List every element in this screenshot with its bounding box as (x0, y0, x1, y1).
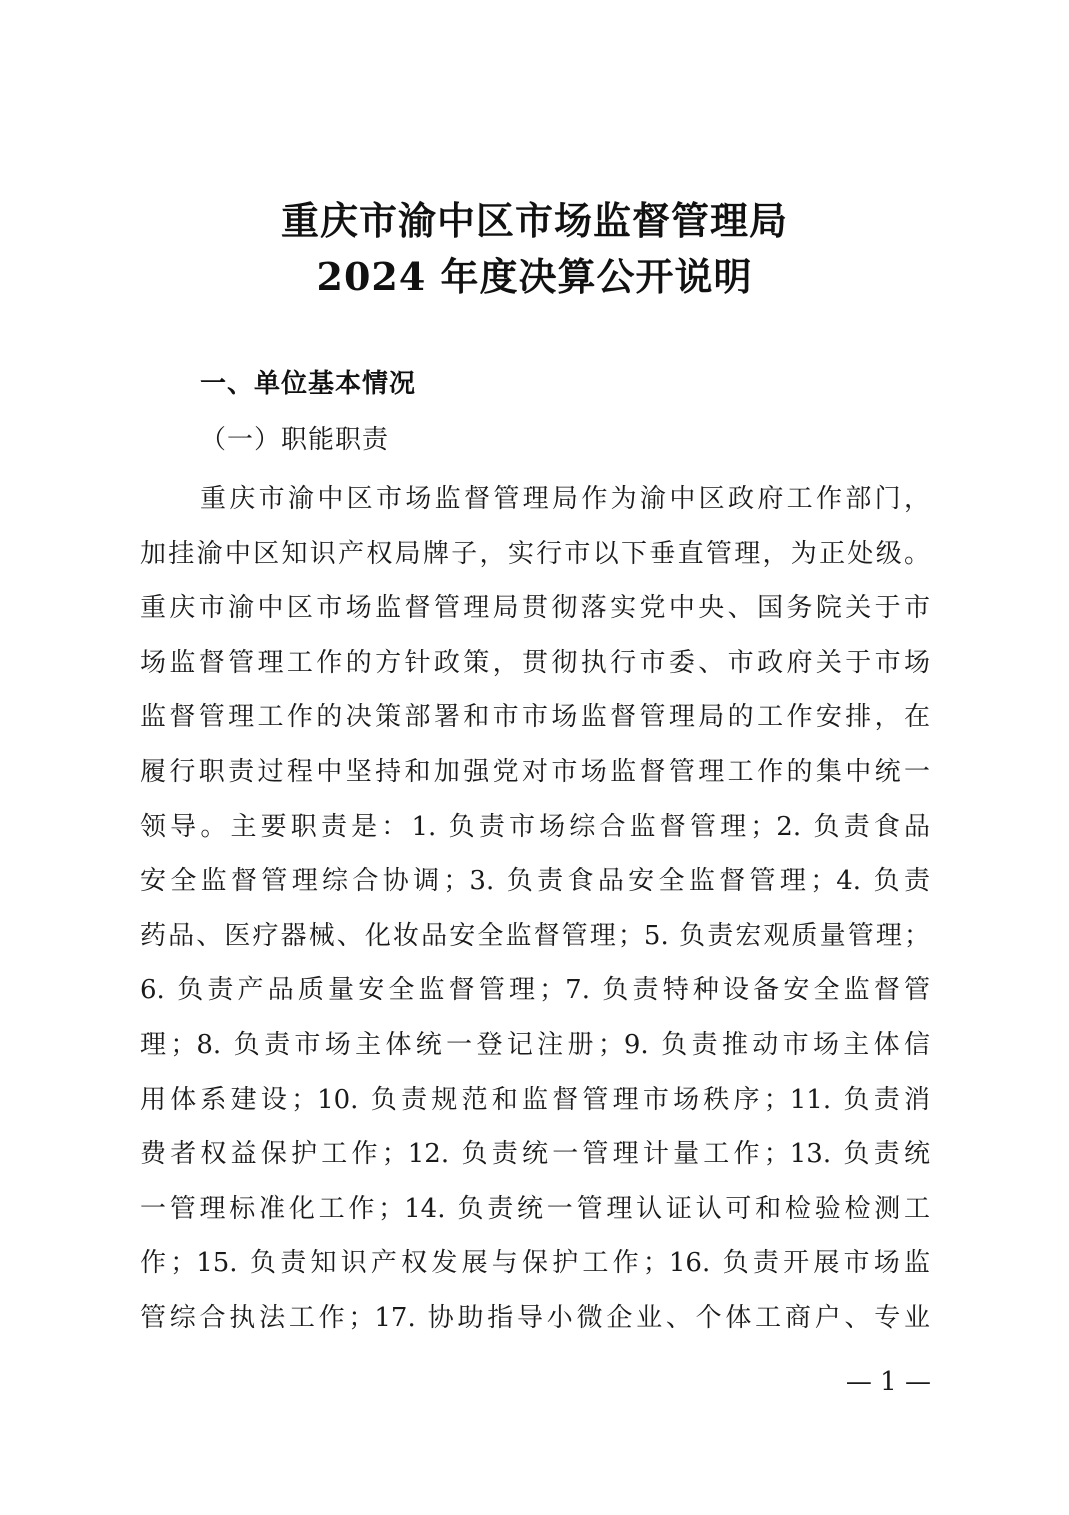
body-line: 作；15. 负责知识产权发展与保护工作；16. 负责开展市场监 (140, 1248, 930, 1279)
body-line: 6. 负责产品质量安全监督管理；7. 负责特种设备安全监督管 (140, 975, 930, 1006)
body-line: 费者权益保护工作；12. 负责统一管理计量工作；13. 负责统 (140, 1139, 930, 1170)
page-number: — 1 — (845, 1367, 931, 1397)
title-line-1: 重庆市渝中区市场监督管理局 (280, 198, 788, 243)
body-paragraph (140, 472, 930, 1346)
body-line: 履行职责过程中坚持和加强党对市场监督管理工作的集中统一 (140, 756, 930, 787)
body-line: 理；8. 负责市场主体统一登记注册；9. 负责推动市场主体信 (140, 1029, 930, 1060)
body-line: 重庆市渝中区市场监督管理局作为渝中区政府工作部门， (200, 484, 930, 514)
body-line: 药品、医疗器械、化妆品安全监督管理；5. 负责宏观质量管理； (140, 920, 930, 951)
body-line: 用体系建设；10. 负责规范和监督管理市场秩序；11. 负责消 (140, 1084, 930, 1115)
body-line: 重庆市渝中区市场监督管理局贯彻落实党中央、国务院关于市 (140, 593, 930, 624)
title-line-2: 2024 年度决算公开说明 (316, 254, 753, 299)
section-heading: 一、单位基本情况 (200, 369, 417, 399)
body-line: 领导。主要职责是：1. 负责市场综合监督管理；2. 负责食品 (140, 811, 930, 842)
body-line: 安全监督管理综合协调；3. 负责食品安全监督管理；4. 负责 (140, 866, 930, 897)
body-line: 场监督管理工作的方针政策，贯彻执行市委、市政府关于市场 (140, 647, 930, 678)
body-line: 管综合执法工作；17. 协助指导小微企业、个体工商户、专业 (140, 1302, 930, 1333)
subsection-heading: （一）职能职责 (200, 425, 390, 455)
body-line: 监督管理工作的决策部署和市市场监督管理局的工作安排，在 (140, 702, 930, 733)
body-line: 加挂渝中区知识产权局牌子，实行市以下垂直管理，为正处级。 (140, 538, 930, 569)
document-title (0, 193, 1069, 305)
body-line: 一管理标准化工作；14. 负责统一管理认证认可和检验检测工 (140, 1193, 930, 1224)
